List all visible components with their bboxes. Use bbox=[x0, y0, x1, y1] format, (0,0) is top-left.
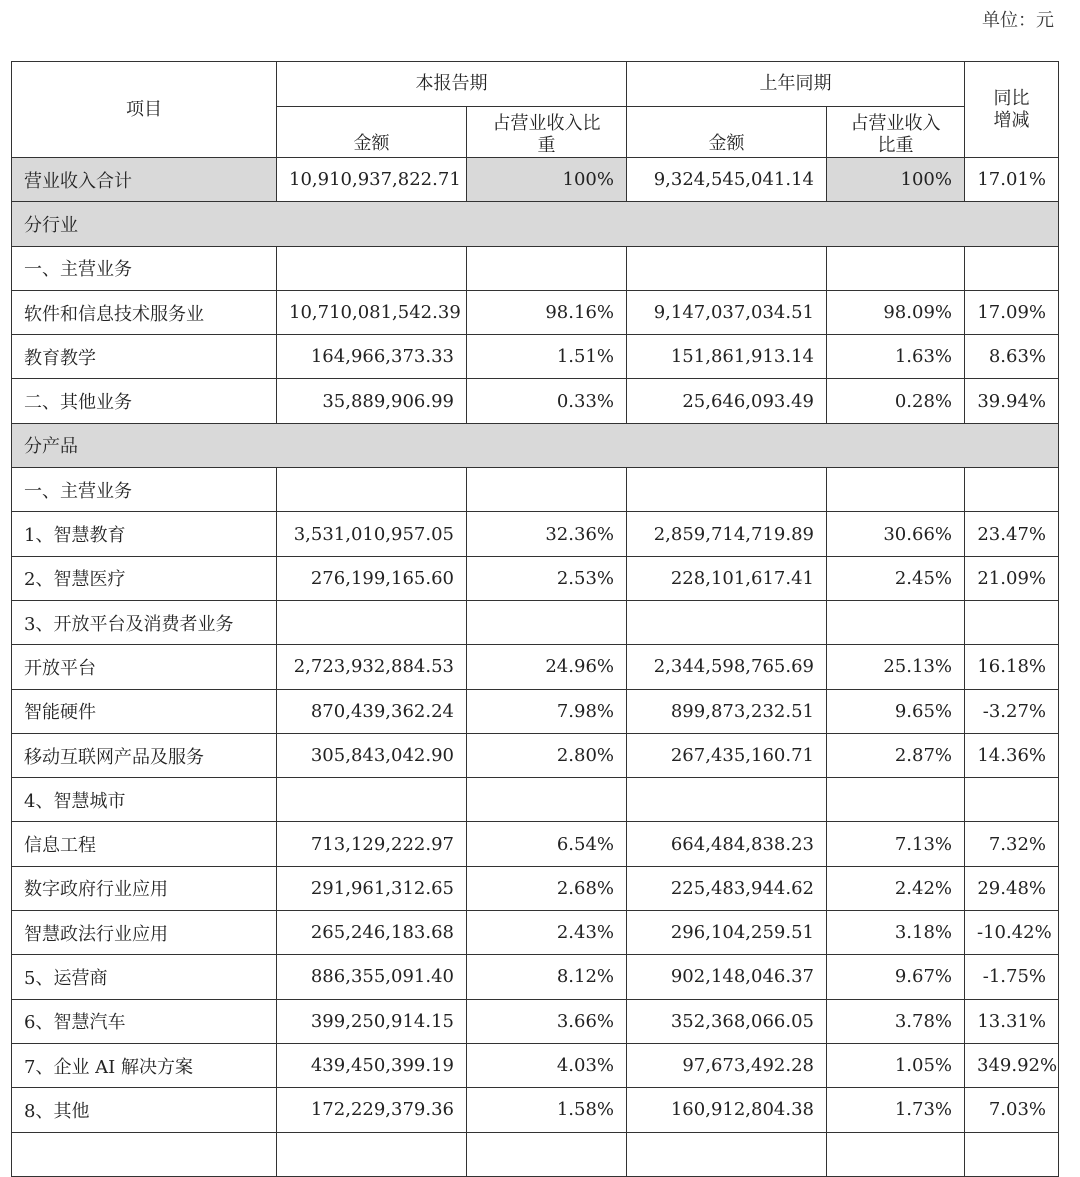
current-amount-cell: 3,531,010,957.05 bbox=[277, 512, 467, 556]
table-row bbox=[12, 290, 1059, 334]
prior-amount-cell bbox=[627, 778, 827, 822]
table-row bbox=[12, 866, 1059, 910]
row-label: 一、主营业务 bbox=[12, 246, 277, 290]
table-row bbox=[12, 335, 1059, 379]
current-amount-cell: 399,250,914.15 bbox=[277, 999, 467, 1043]
current-share-cell: 1.51% bbox=[467, 335, 627, 379]
row-label: 2、智慧医疗 bbox=[12, 556, 277, 600]
section-row bbox=[12, 423, 1059, 467]
current-share-cell: 100% bbox=[467, 158, 627, 202]
prior-share-cell: 1.73% bbox=[827, 1088, 965, 1132]
prior-amount-cell: 9,324,545,041.14 bbox=[627, 158, 827, 202]
prior-amount-cell: 899,873,232.51 bbox=[627, 689, 827, 733]
prior-amount-cell: 160,912,804.38 bbox=[627, 1088, 827, 1132]
row-label: 营业收入合计 bbox=[12, 158, 277, 202]
prior-share-cell: 1.05% bbox=[827, 1043, 965, 1087]
current-amount-cell: 870,439,362.24 bbox=[277, 689, 467, 733]
row-label: 6、智慧汽车 bbox=[12, 999, 277, 1043]
prior-share-cell: 2.45% bbox=[827, 556, 965, 600]
current-amount-cell: 10,710,081,542.39 bbox=[277, 290, 467, 334]
prior-share-cell: 98.09% bbox=[827, 290, 965, 334]
table-row bbox=[12, 556, 1059, 600]
header-current-period: 本报告期 bbox=[277, 62, 627, 107]
yoy-cell: -1.75% bbox=[965, 955, 1059, 999]
prior-amount-cell: 267,435,160.71 bbox=[627, 733, 827, 777]
yoy-cell bbox=[965, 600, 1059, 644]
row-label: 一、主营业务 bbox=[12, 468, 277, 512]
row-label: 软件和信息技术服务业 bbox=[12, 290, 277, 334]
prior-share-cell: 30.66% bbox=[827, 512, 965, 556]
current-share-cell: 98.16% bbox=[467, 290, 627, 334]
current-share-cell: 6.54% bbox=[467, 822, 627, 866]
yoy-cell bbox=[965, 468, 1059, 512]
row-label: 信息工程 bbox=[12, 822, 277, 866]
prior-amount-cell bbox=[627, 1132, 827, 1176]
current-share-cell: 2.43% bbox=[467, 911, 627, 955]
prior-share-cell: 1.63% bbox=[827, 335, 965, 379]
unit-label: 单位：元 bbox=[982, 10, 1054, 31]
prior-share-cell: 2.87% bbox=[827, 733, 965, 777]
section-row bbox=[12, 202, 1059, 246]
prior-amount-cell: 97,673,492.28 bbox=[627, 1043, 827, 1087]
table-row bbox=[12, 246, 1059, 290]
current-amount-cell bbox=[277, 468, 467, 512]
row-label: 移动互联网产品及服务 bbox=[12, 733, 277, 777]
prior-amount-cell: 2,344,598,765.69 bbox=[627, 645, 827, 689]
table-row bbox=[12, 778, 1059, 822]
yoy-cell: 14.36% bbox=[965, 733, 1059, 777]
row-label: 教育教学 bbox=[12, 335, 277, 379]
table-row bbox=[12, 689, 1059, 733]
prior-share-cell bbox=[827, 468, 965, 512]
prior-share-cell bbox=[827, 778, 965, 822]
current-share-cell bbox=[467, 600, 627, 644]
header-yoy: 同比增减 bbox=[965, 62, 1059, 158]
prior-share-cell: 3.78% bbox=[827, 999, 965, 1043]
prior-amount-cell bbox=[627, 600, 827, 644]
header-item: 项目 bbox=[12, 62, 277, 158]
header-share-prior: 占营业收入比重 bbox=[827, 107, 965, 158]
current-share-cell: 2.53% bbox=[467, 556, 627, 600]
current-share-cell: 32.36% bbox=[467, 512, 627, 556]
current-amount-cell bbox=[277, 600, 467, 644]
current-share-cell bbox=[467, 246, 627, 290]
prior-share-cell: 9.67% bbox=[827, 955, 965, 999]
current-amount-cell: 35,889,906.99 bbox=[277, 379, 467, 423]
current-share-cell: 1.58% bbox=[467, 1088, 627, 1132]
prior-amount-cell: 664,484,838.23 bbox=[627, 822, 827, 866]
row-label bbox=[12, 1132, 277, 1176]
row-label: 7、企业 AI 解决方案 bbox=[12, 1043, 277, 1087]
yoy-cell bbox=[965, 1132, 1059, 1176]
revenue-table bbox=[11, 61, 1059, 1177]
prior-share-cell bbox=[827, 600, 965, 644]
yoy-cell: 13.31% bbox=[965, 999, 1059, 1043]
current-share-cell: 0.33% bbox=[467, 379, 627, 423]
prior-amount-cell: 228,101,617.41 bbox=[627, 556, 827, 600]
table-body bbox=[12, 158, 1059, 1177]
prior-amount-cell: 296,104,259.51 bbox=[627, 911, 827, 955]
row-label: 智能硬件 bbox=[12, 689, 277, 733]
section-label: 分产品 bbox=[12, 423, 1059, 467]
prior-amount-cell: 2,859,714,719.89 bbox=[627, 512, 827, 556]
total-row bbox=[12, 158, 1059, 202]
yoy-cell: 23.47% bbox=[965, 512, 1059, 556]
current-share-cell: 2.68% bbox=[467, 866, 627, 910]
table-row bbox=[12, 512, 1059, 556]
current-amount-cell: 439,450,399.19 bbox=[277, 1043, 467, 1087]
current-share-cell bbox=[467, 1132, 627, 1176]
table-row bbox=[12, 1088, 1059, 1132]
prior-share-cell: 25.13% bbox=[827, 645, 965, 689]
table-row bbox=[12, 1043, 1059, 1087]
yoy-cell: 8.63% bbox=[965, 335, 1059, 379]
row-label: 二、其他业务 bbox=[12, 379, 277, 423]
current-share-cell: 7.98% bbox=[467, 689, 627, 733]
row-label: 数字政府行业应用 bbox=[12, 866, 277, 910]
row-label: 5、运营商 bbox=[12, 955, 277, 999]
table-row bbox=[12, 468, 1059, 512]
row-label: 4、智慧城市 bbox=[12, 778, 277, 822]
table-row bbox=[12, 822, 1059, 866]
current-amount-cell bbox=[277, 778, 467, 822]
current-amount-cell: 265,246,183.68 bbox=[277, 911, 467, 955]
header-amount-prior: 金额 bbox=[627, 107, 827, 158]
prior-amount-cell: 902,148,046.37 bbox=[627, 955, 827, 999]
prior-amount-cell: 9,147,037,034.51 bbox=[627, 290, 827, 334]
prior-share-cell bbox=[827, 1132, 965, 1176]
yoy-cell: 7.03% bbox=[965, 1088, 1059, 1132]
section-label: 分行业 bbox=[12, 202, 1059, 246]
yoy-cell: 29.48% bbox=[965, 866, 1059, 910]
prior-share-cell bbox=[827, 246, 965, 290]
current-amount-cell bbox=[277, 1132, 467, 1176]
header-share-current: 占营业收入比重 bbox=[467, 107, 627, 158]
prior-amount-cell bbox=[627, 468, 827, 512]
current-share-cell: 24.96% bbox=[467, 645, 627, 689]
yoy-cell: 39.94% bbox=[965, 379, 1059, 423]
current-amount-cell: 2,723,932,884.53 bbox=[277, 645, 467, 689]
prior-share-cell: 100% bbox=[827, 158, 965, 202]
header-amount-current: 金额 bbox=[277, 107, 467, 158]
prior-share-cell: 0.28% bbox=[827, 379, 965, 423]
yoy-cell: 16.18% bbox=[965, 645, 1059, 689]
prior-amount-cell: 25,646,093.49 bbox=[627, 379, 827, 423]
current-share-cell bbox=[467, 468, 627, 512]
row-label: 1、智慧教育 bbox=[12, 512, 277, 556]
current-share-cell: 3.66% bbox=[467, 999, 627, 1043]
prior-amount-cell: 225,483,944.62 bbox=[627, 866, 827, 910]
current-amount-cell: 172,229,379.36 bbox=[277, 1088, 467, 1132]
current-share-cell bbox=[467, 778, 627, 822]
prior-share-cell: 3.18% bbox=[827, 911, 965, 955]
table-row bbox=[12, 379, 1059, 423]
prior-amount-cell: 352,368,066.05 bbox=[627, 999, 827, 1043]
current-amount-cell: 291,961,312.65 bbox=[277, 866, 467, 910]
yoy-cell bbox=[965, 778, 1059, 822]
table-row bbox=[12, 733, 1059, 777]
prior-share-cell: 2.42% bbox=[827, 866, 965, 910]
current-amount-cell: 713,129,222.97 bbox=[277, 822, 467, 866]
current-share-cell: 8.12% bbox=[467, 955, 627, 999]
yoy-cell: -3.27% bbox=[965, 689, 1059, 733]
current-amount-cell: 10,910,937,822.71 bbox=[277, 158, 467, 202]
row-label: 3、开放平台及消费者业务 bbox=[12, 600, 277, 644]
row-label: 8、其他 bbox=[12, 1088, 277, 1132]
table-row bbox=[12, 911, 1059, 955]
yoy-cell: 17.09% bbox=[965, 290, 1059, 334]
current-amount-cell bbox=[277, 246, 467, 290]
yoy-cell: 7.32% bbox=[965, 822, 1059, 866]
yoy-cell: 21.09% bbox=[965, 556, 1059, 600]
row-label: 智慧政法行业应用 bbox=[12, 911, 277, 955]
current-amount-cell: 164,966,373.33 bbox=[277, 335, 467, 379]
header-prior-period: 上年同期 bbox=[627, 62, 965, 107]
yoy-cell bbox=[965, 246, 1059, 290]
current-share-cell: 4.03% bbox=[467, 1043, 627, 1087]
yoy-cell: 17.01% bbox=[965, 158, 1059, 202]
yoy-cell: -10.42% bbox=[965, 911, 1059, 955]
current-amount-cell: 886,355,091.40 bbox=[277, 955, 467, 999]
row-label: 开放平台 bbox=[12, 645, 277, 689]
table-row bbox=[12, 1132, 1059, 1176]
current-amount-cell: 305,843,042.90 bbox=[277, 733, 467, 777]
yoy-cell: 349.92% bbox=[965, 1043, 1059, 1087]
prior-amount-cell bbox=[627, 246, 827, 290]
prior-share-cell: 7.13% bbox=[827, 822, 965, 866]
table-row bbox=[12, 999, 1059, 1043]
current-amount-cell: 276,199,165.60 bbox=[277, 556, 467, 600]
table-row bbox=[12, 955, 1059, 999]
table-row bbox=[12, 645, 1059, 689]
prior-amount-cell: 151,861,913.14 bbox=[627, 335, 827, 379]
table-row bbox=[12, 600, 1059, 644]
prior-share-cell: 9.65% bbox=[827, 689, 965, 733]
current-share-cell: 2.80% bbox=[467, 733, 627, 777]
